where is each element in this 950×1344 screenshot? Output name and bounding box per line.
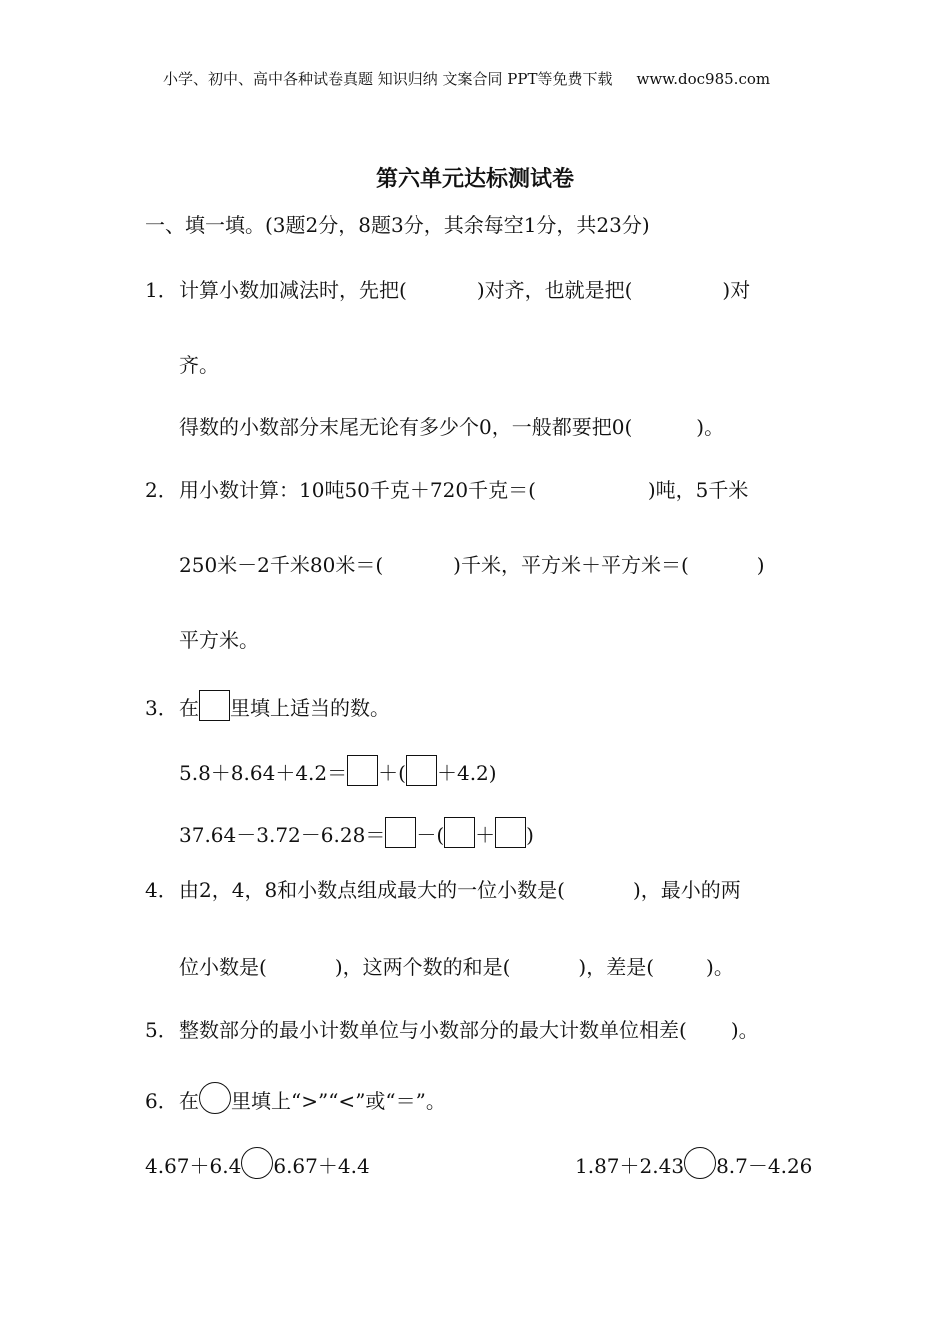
question-number: 5． [145, 1018, 178, 1042]
question-2-line-2: 250米－2千米80米＝( )千米，平方米＋平方米＝( ) [179, 553, 765, 577]
question-4-line-1: 4．由2，4，8和小数点组成最大的一位小数是( )，最小的两 [145, 878, 741, 902]
circle-icon [199, 1082, 231, 1114]
question-3-equation-1: 5.8＋8.64＋4.2＝ ＋( ＋4.2) [179, 755, 497, 786]
answer-box[interactable] [385, 817, 416, 848]
question-5: 5．整数部分的最小计数单位与小数部分的最大计数单位相差( )。 [145, 1018, 759, 1042]
question-1-line-3: 得数的小数部分末尾无论有多少个0，一般都要把0( )。 [179, 415, 725, 439]
header-text: 小学、初中、高中各种试卷真题 知识归纳 文案合同 PPT等免费下载 [163, 70, 613, 88]
page-header [163, 68, 770, 89]
question-6-comparison-left: 4.67＋6.4 6.67＋4.4 [145, 1147, 370, 1179]
question-1-line-1: 1．计算小数加减法时，先把( )对齐，也就是把( )对 [145, 278, 751, 302]
question-number: 2． [145, 478, 178, 502]
section-heading: 一、填一填。(3题2分，8题3分，其余每空1分，共23分) [145, 213, 650, 237]
question-3-line-1: 3．在 里填上适当的数。 [145, 690, 390, 721]
question-3-equation-2: 37.64－3.72－6.28＝ －( ＋ ) [179, 817, 534, 848]
question-6-comparison-right: 1.87＋2.43 8.7－4.26 [575, 1147, 812, 1179]
question-6-line-1: 6．在 里填上“>”“<”或“＝”。 [145, 1082, 446, 1114]
answer-circle[interactable] [241, 1147, 273, 1179]
answer-box[interactable] [347, 755, 378, 786]
page-title: 第六单元达标测试卷 [375, 166, 574, 192]
question-1-line-2: 齐。 [179, 353, 219, 377]
header-site: www.doc985.com [636, 70, 771, 88]
question-number: 1． [145, 278, 178, 302]
answer-box[interactable] [495, 817, 526, 848]
question-2-line-1: 2．用小数计算：10吨50千克＋720千克＝( )吨，5千米 [145, 478, 749, 502]
answer-box[interactable] [444, 817, 475, 848]
answer-circle[interactable] [684, 1147, 716, 1179]
question-number: 6． [145, 1089, 178, 1113]
square-box-icon [199, 690, 230, 721]
question-number: 3． [145, 696, 178, 720]
answer-box[interactable] [406, 755, 437, 786]
question-4-line-2: 位小数是( )，这两个数的和是( )，差是( )。 [179, 955, 734, 979]
question-number: 4． [145, 878, 178, 902]
question-2-line-3: 平方米。 [179, 628, 259, 652]
